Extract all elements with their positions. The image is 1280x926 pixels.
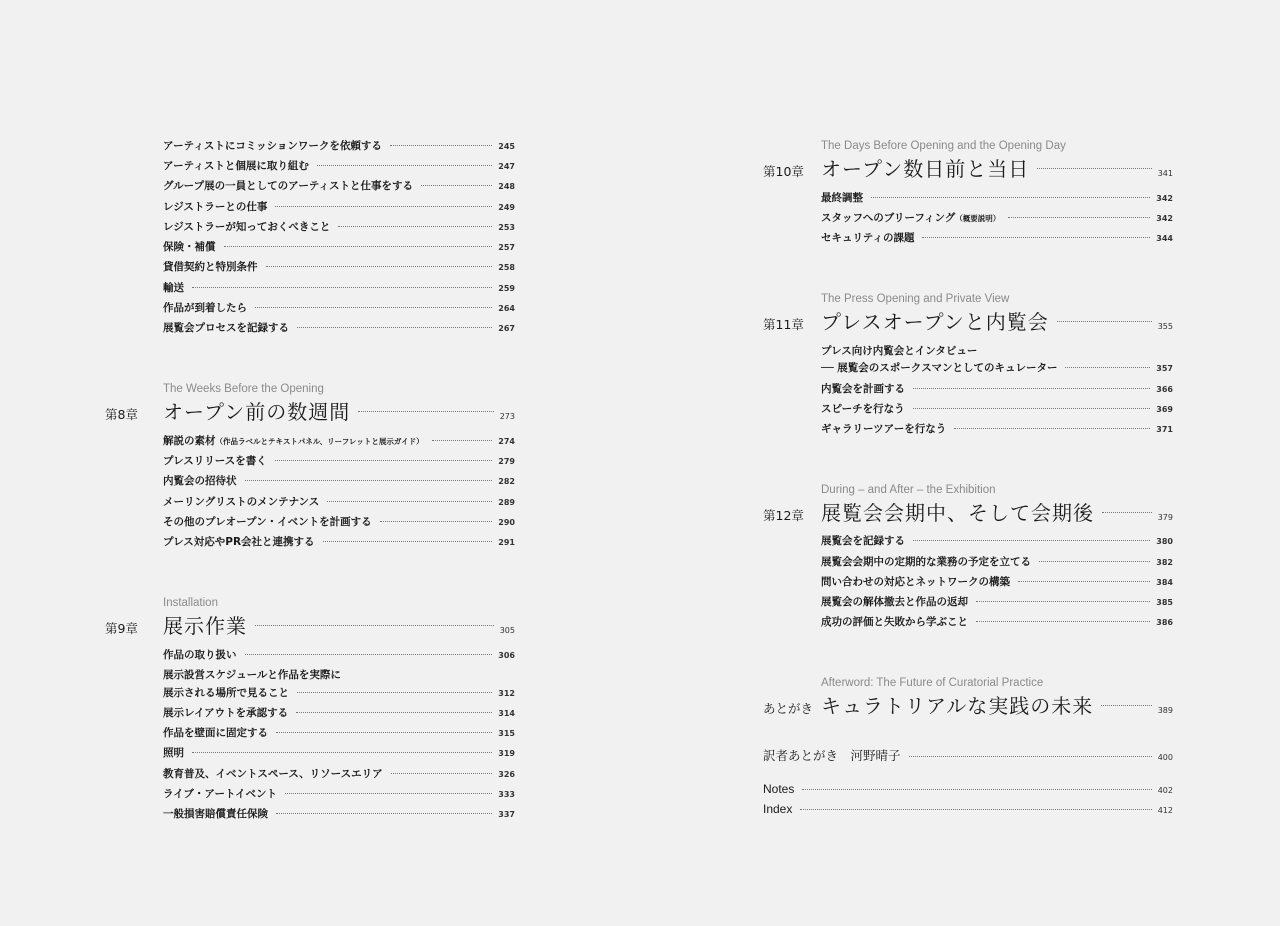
- leader-dots: [266, 266, 493, 267]
- toc-entry-title: ライブ・アートイベント: [163, 788, 278, 800]
- toc-entry: [163, 786, 515, 802]
- chapter-number: 第11章: [763, 317, 804, 332]
- toc-entry-title: レジストラーが知っておくべきこと: [163, 221, 331, 233]
- toc-entry-title: 展覧会会期中の定期的な業務の予定を立てる: [821, 556, 1031, 568]
- chapter-number: 第10章: [763, 164, 804, 179]
- page-number: 249: [498, 203, 515, 212]
- toc-entry-title: 作品を壁面に固定する: [163, 727, 268, 739]
- toc-entry: [163, 320, 515, 336]
- toc-entry: [163, 433, 515, 449]
- page-number: 380: [1156, 537, 1173, 546]
- toc-entry-title: その他のプレオープン・イベントを計画する: [163, 516, 372, 528]
- toc-entry-title: 内覧会を計画する: [821, 383, 905, 395]
- page-number: 253: [498, 223, 515, 232]
- page-number: 258: [498, 263, 515, 272]
- toc-entry-title: メーリングリストのメンテナンス: [163, 496, 320, 508]
- toc-entry: [821, 574, 1173, 590]
- leader-dots: [1037, 168, 1152, 169]
- toc-entry-title: 内覧会の招待状: [163, 475, 237, 487]
- leader-dots: [327, 501, 492, 502]
- leader-dots: [323, 541, 493, 542]
- leader-dots: [192, 752, 492, 753]
- toc-entry-title: ── 展覧会のスポークスマンとしてのキュレーター: [821, 362, 1058, 374]
- toc-entry-title: アーティストにコミッションワークを依頼する: [163, 140, 382, 152]
- toc-entry: [163, 705, 515, 721]
- chapter-title: オープン前の数週間: [163, 400, 351, 424]
- toc-entry-note: （作品ラベルとテキストパネル、リーフレットと展示ガイド）: [215, 437, 424, 446]
- toc-entry-title: 展示レイアウトを承認する: [163, 707, 289, 719]
- page-number: 366: [1156, 385, 1173, 394]
- leader-dots: [1039, 561, 1150, 562]
- page-number: 257: [498, 243, 515, 252]
- toc-entry-main: 解説の素材: [163, 435, 216, 447]
- toc-entry: [163, 239, 515, 255]
- toc-entry-title: 訳者あとがき 河野晴子: [763, 748, 901, 763]
- toc-entry-title: 最終調整: [821, 192, 863, 204]
- chapter-english-title: The Weeks Before the Opening: [163, 383, 324, 395]
- chapter-heading: [763, 692, 1173, 720]
- chapter-heading: [105, 612, 515, 640]
- page-number: 402: [1157, 786, 1173, 795]
- toc-entry: [163, 647, 515, 663]
- leader-dots: [276, 732, 492, 733]
- chapter-title: プレスオープンと内覧会: [821, 310, 1049, 334]
- page-number: 290: [498, 518, 515, 527]
- chapter-english-title: Afterword: The Future of Curatorial Practice: [821, 677, 1044, 689]
- toc-entry-title: プレス対応やPR会社と連携する: [163, 536, 315, 548]
- page-number: 344: [1156, 234, 1173, 243]
- chapter-title: 展覧会会期中、そして会期後: [821, 501, 1094, 525]
- page-number: 369: [1156, 405, 1173, 414]
- toc-entry: [163, 178, 515, 194]
- chapter-heading: [105, 398, 515, 426]
- page-number: 342: [1156, 214, 1173, 223]
- toc-entry-title: [163, 433, 424, 450]
- leader-dots: [913, 540, 1150, 541]
- toc-entry: [821, 533, 1173, 549]
- toc-entry-title: 一般損害賠償責任保険: [163, 808, 268, 820]
- leader-dots: [285, 793, 492, 794]
- page-number: 259: [498, 284, 515, 293]
- page-number: 315: [498, 729, 515, 738]
- toc-entry-title: 輸送: [163, 282, 184, 294]
- toc-entry: [163, 199, 515, 215]
- leader-dots: [954, 428, 1150, 429]
- toc-entry: [163, 453, 515, 469]
- toc-entry-title: レジストラーとの仕事: [163, 201, 268, 213]
- toc-entry: [163, 685, 515, 701]
- page-number: 245: [498, 142, 515, 151]
- page-number: 291: [498, 538, 515, 547]
- toc-entry: [821, 421, 1173, 437]
- toc-entry-title: 保険・補償: [163, 241, 216, 253]
- page-number: 379: [1157, 513, 1173, 522]
- leader-dots: [1102, 512, 1152, 513]
- page-number: 305: [499, 626, 515, 635]
- page-number: 400: [1157, 753, 1173, 762]
- toc-entry: [163, 300, 515, 316]
- leader-dots: [976, 621, 1150, 622]
- toc-entry-title: Index: [763, 802, 793, 816]
- toc-entry-title: 作品が到着したら: [163, 302, 247, 314]
- chapter-english-title: The Days Before Opening and the Opening Day: [821, 140, 1066, 152]
- page-number: 385: [1156, 598, 1173, 607]
- page-number: 389: [1157, 706, 1173, 715]
- leader-dots: [275, 460, 493, 461]
- leader-dots: [192, 287, 492, 288]
- toc-entry: [821, 401, 1173, 417]
- leader-dots: [297, 327, 492, 328]
- chapter-english-title: Installation: [163, 597, 218, 609]
- leader-dots: [245, 654, 493, 655]
- toc-entry-title: プレスリリースを書く: [163, 455, 267, 467]
- leader-dots: [1018, 581, 1150, 582]
- toc-entry: [163, 138, 515, 154]
- toc-entry: [163, 534, 515, 550]
- chapter-number: 第9章: [105, 621, 138, 636]
- leader-dots: [296, 712, 492, 713]
- toc-entry: [163, 158, 515, 174]
- toc-entry: [821, 210, 1173, 226]
- toc-entry: [821, 360, 1173, 376]
- toc-entry-title: 問い合わせの対応とネットワークの構築: [821, 576, 1010, 588]
- toc-entry-title: スピーチを行なう: [821, 403, 905, 415]
- leader-dots: [338, 226, 492, 227]
- page-number: 267: [498, 324, 515, 333]
- chapter-english-title: During – and After – the Exhibition: [821, 484, 996, 496]
- page-number: 274: [498, 437, 515, 446]
- page-number: 247: [498, 162, 515, 171]
- page-number: 289: [498, 498, 515, 507]
- chapter-heading: [763, 499, 1173, 527]
- leader-dots: [297, 692, 492, 693]
- leader-dots: [432, 440, 493, 441]
- leader-dots: [275, 206, 492, 207]
- leader-dots: [871, 197, 1150, 198]
- toc-entry: [163, 514, 515, 530]
- toc-entry-title: 照明: [163, 747, 184, 759]
- leader-dots: [1065, 367, 1150, 368]
- toc-entry: [821, 381, 1173, 397]
- leader-dots: [317, 165, 492, 166]
- toc-entry: [821, 230, 1173, 246]
- leader-dots: [1008, 217, 1150, 218]
- leader-dots: [380, 521, 493, 522]
- toc-entry-title: 作品の取り扱い: [163, 649, 237, 661]
- toc-entry-title: 展示される場所で見ること: [163, 687, 289, 699]
- chapter-heading: [763, 155, 1173, 183]
- leader-dots: [976, 601, 1150, 602]
- toc-entry: [821, 594, 1173, 610]
- toc-entry: [163, 259, 515, 275]
- toc-entry-title: 展覧会を記録する: [821, 535, 905, 547]
- page-number: 333: [498, 790, 515, 799]
- toc-entry: [163, 473, 515, 489]
- toc-entry: [821, 614, 1173, 630]
- page-number: 371: [1156, 425, 1173, 434]
- page-number: 341: [1157, 169, 1173, 178]
- leader-dots: [800, 809, 1151, 810]
- chapter-number: 第8章: [105, 407, 138, 422]
- toc-entry-line1: プレス向け内覧会とインタビュー: [821, 345, 978, 357]
- right-page: [640, 0, 1280, 926]
- page-number: 355: [1157, 322, 1173, 331]
- page-number: 264: [498, 304, 515, 313]
- toc-entry-title: セキュリティの課題: [821, 232, 915, 244]
- page-number: 273: [499, 412, 515, 421]
- leader-dots: [390, 145, 492, 146]
- toc-entry-title: ギャラリーツアーを行なう: [821, 423, 947, 435]
- toc-entry: [163, 745, 515, 761]
- chapter-title: 展示作業: [163, 614, 247, 638]
- leader-dots: [358, 411, 494, 412]
- leader-dots: [276, 813, 492, 814]
- toc-entry: [163, 806, 515, 822]
- toc-entry: [763, 800, 1173, 818]
- toc-entry-title: [821, 210, 1000, 227]
- leader-dots: [391, 773, 493, 774]
- leader-dots: [1101, 705, 1152, 706]
- page-number: 279: [498, 457, 515, 466]
- toc-entry-title: 展覧会プロセスを記録する: [163, 322, 289, 334]
- toc-entry: [763, 747, 1173, 765]
- page-number: 326: [498, 770, 515, 779]
- page-number: 306: [498, 651, 515, 660]
- page-number: 312: [498, 689, 515, 698]
- toc-entry-title: 成功の評価と失敗から学ぶこと: [821, 616, 968, 628]
- toc-entry-title: 展覧会の解体撤去と作品の返却: [821, 596, 968, 608]
- page-number: 319: [498, 749, 515, 758]
- leader-dots: [255, 307, 492, 308]
- chapter-title: キュラトリアルな実践の未来: [821, 694, 1094, 718]
- toc-entry: [763, 780, 1173, 798]
- page-number: 282: [498, 477, 515, 486]
- leader-dots: [922, 237, 1150, 238]
- leader-dots: [913, 408, 1151, 409]
- page-number: 314: [498, 709, 515, 718]
- page-number: 337: [498, 810, 515, 819]
- toc-entry: [821, 554, 1173, 570]
- leader-dots: [1057, 321, 1152, 322]
- leader-dots: [224, 246, 493, 247]
- toc-entry: [163, 725, 515, 741]
- toc-entry-title: Notes: [763, 782, 795, 796]
- page-number: 384: [1156, 578, 1173, 587]
- toc-entry: [163, 280, 515, 296]
- chapter-number: 第12章: [763, 508, 804, 523]
- toc-entry-title: 教育普及、イベントスペース、リソースエリア: [163, 768, 383, 780]
- toc-entry: [163, 766, 515, 782]
- leader-dots: [913, 388, 1150, 389]
- chapter-heading: [763, 308, 1173, 336]
- chapter-number: あとがき: [763, 701, 814, 716]
- toc-entry: [163, 494, 515, 510]
- page-number: 248: [498, 182, 515, 191]
- toc-entry-title: 貸借契約と特別条件: [163, 261, 258, 273]
- leader-dots: [245, 480, 493, 481]
- toc-entry-title: アーティストと個展に取り組む: [163, 160, 309, 172]
- toc-entry-main: スタッフへのブリーフィング: [821, 212, 956, 224]
- leader-dots: [802, 789, 1151, 790]
- toc-entry-line1: 展示設営スケジュールと作品を実際に: [163, 669, 341, 681]
- chapter-english-title: The Press Opening and Private View: [821, 293, 1010, 305]
- toc-entry: [821, 190, 1173, 206]
- toc-entry: [163, 219, 515, 235]
- leader-dots: [909, 756, 1152, 757]
- chapter-title: オープン数日前と当日: [821, 157, 1030, 181]
- page-number: 412: [1157, 806, 1173, 815]
- leader-dots: [255, 625, 494, 626]
- toc-entry-note: （概要説明）: [955, 214, 1001, 223]
- page-number: 357: [1156, 364, 1173, 373]
- leader-dots: [421, 185, 492, 186]
- page-number: 386: [1156, 618, 1173, 627]
- page-number: 382: [1156, 558, 1173, 567]
- page-number: 342: [1156, 194, 1173, 203]
- toc-entry-title: グループ展の一員としてのアーティストと仕事をする: [163, 180, 414, 192]
